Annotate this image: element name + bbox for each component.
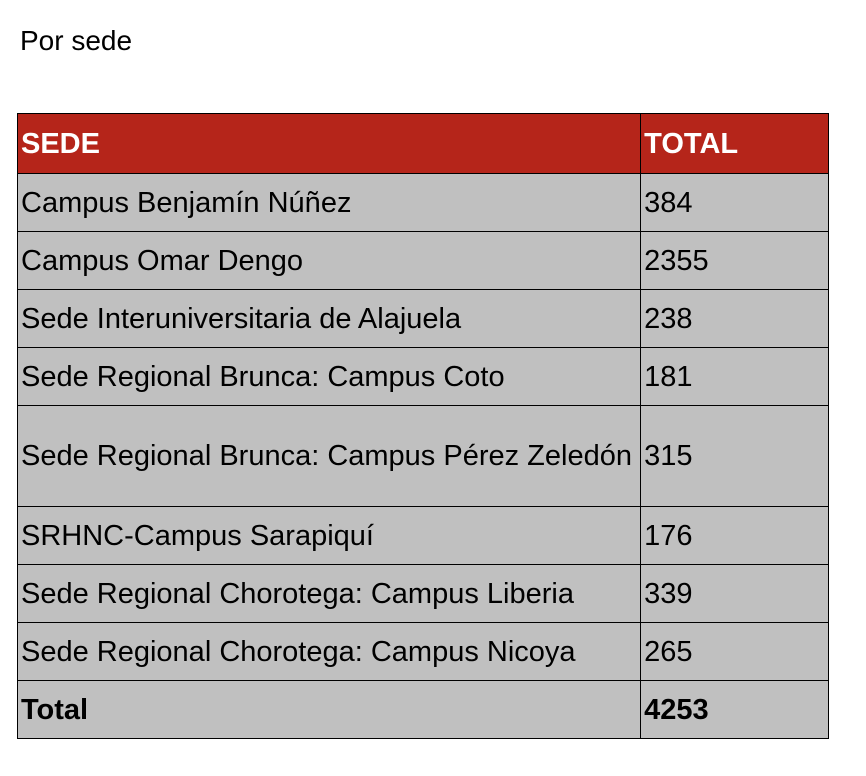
table-row xyxy=(18,174,829,232)
total-cell: 2355 xyxy=(641,232,829,290)
sede-cell: SRHNC-Campus Sarapiquí xyxy=(18,507,641,565)
table-row xyxy=(18,348,829,406)
table-row xyxy=(18,565,829,623)
sede-table xyxy=(17,113,829,739)
sede-cell: Sede Regional Brunca: Campus Pérez Zeledón xyxy=(18,406,641,507)
section-heading: Por sede xyxy=(20,25,133,56)
total-cell: 238 xyxy=(641,290,829,348)
total-cell: 315 xyxy=(641,406,829,507)
sede-cell: Sede Regional Brunca: Campus Coto xyxy=(18,348,641,406)
total-cell: 176 xyxy=(641,507,829,565)
column-header-total: TOTAL xyxy=(641,114,829,174)
total-label: Total xyxy=(18,681,641,739)
total-value: 4253 xyxy=(641,681,829,739)
total-cell: 181 xyxy=(641,348,829,406)
table-row xyxy=(18,406,829,507)
sede-cell: Sede Regional Chorotega: Campus Liberia xyxy=(18,565,641,623)
table-row xyxy=(18,290,829,348)
sede-cell: Campus Benjamín Núñez xyxy=(18,174,641,232)
table-row xyxy=(18,232,829,290)
table-row xyxy=(18,507,829,565)
total-row xyxy=(18,681,829,739)
total-cell: 384 xyxy=(641,174,829,232)
sede-cell: Campus Omar Dengo xyxy=(18,232,641,290)
table-header-row xyxy=(18,114,829,174)
total-cell: 339 xyxy=(641,565,829,623)
column-header-sede: SEDE xyxy=(18,114,641,174)
sede-cell: Sede Interuniversitaria de Alajuela xyxy=(18,290,641,348)
table-row xyxy=(18,623,829,681)
sede-cell: Sede Regional Chorotega: Campus Nicoya xyxy=(18,623,641,681)
total-cell: 265 xyxy=(641,623,829,681)
